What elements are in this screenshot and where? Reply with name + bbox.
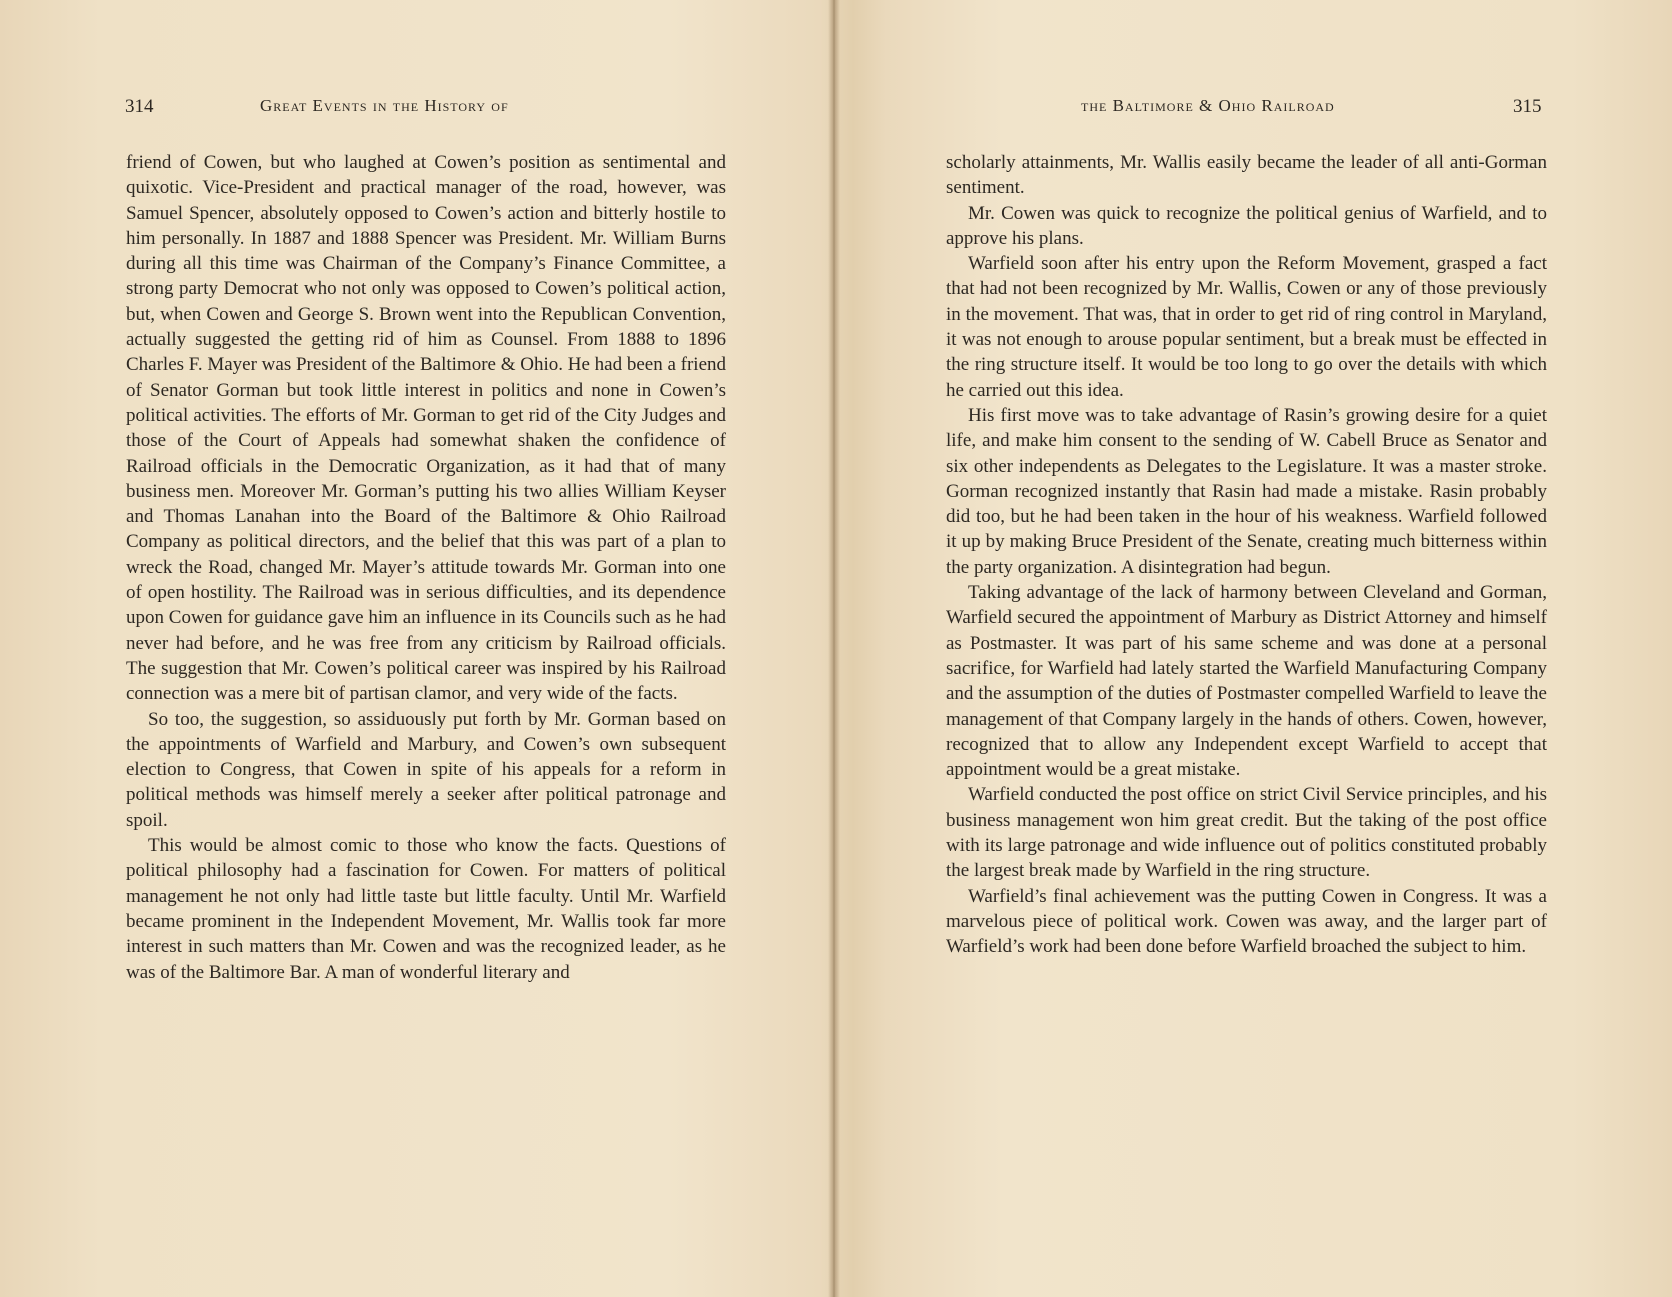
- left-paragraph: So too, the suggestion, so assiduously put forth by Mr. Gorman based on the appointments of Warfield and Marbury, and Cowen’s own subsequent election to Congress, that Cowen in spite of his appeals for a reform in political methods was himself merely a seeker after political patronage and spoil.: [126, 708, 726, 831]
- right-paragraph: Warfield’s final achievement was the putting Cowen in Congress. It was a marvelous piece of political work. Cowen was away, and the larger part of Warfield’s work had been done before Warfield broached the subject to him.: [946, 885, 1547, 958]
- left-paragraph: friend of Cowen, but who laughed at Cowen’s position as sentimental and quixotic. Vice-President and practical manager of the road, however, was Samuel Spencer, absolutely opposed to Cowen’s action and bitterly hostile to him personally. In 1887 and 1888 Spencer was President. Mr. William Burns during all this time was Chairman of the Company’s Finance Committee, a strong party Democrat who not only was opposed to Cowen’s political action, but, when Cowen and George S. Brown went into the Republican Convention, actually suggested the getting rid of him as Counsel. From 1888 to 1896 Charles F. Mayer was President of the Baltimore & Ohio. He had been a friend of Senator Gorman but took little interest in politics and none in Cowen’s political activities. The efforts of Mr. Gorman to get rid of the City Judges and those of the Court of Appeals had somewhat shaken the confidence of Railroad officials in the Democratic Organization, as it had that of many business men. Moreover Mr. Gorman’s putting his two allies William Keyser and Thomas Lanahan into the Board of the Baltimore & Ohio Railroad Company as political directors, and the belief that this was part of a plan to wreck the Road, changed Mr. Mayer’s attitude towards Mr. Gorman into one of open hostility. The Railroad was in serious difficulties, and its dependence upon Cowen for guidance gave him an influence in its Councils such as he had never had before, and he was free from any criticism by Railroad officials. The suggestion that Mr. Cowen’s political career was inspired by his Railroad connection was a mere bit of partisan clamor, and very wide of the facts.: [126, 152, 726, 705]
- right-body-text: [946, 150, 1547, 960]
- right-page: [840, 0, 1672, 1297]
- right-paragraph: Taking advantage of the lack of harmony between Cleveland and Gorman, Warfield secured the appointment of Marbury as District Attorney and himself as Postmaster. It was part of his same scheme and was done at a personal sacrifice, for Warfield had lately started the Warfield Manufacturing Company and the assumption of the duties of Postmaster compelled Warfield to leave the management of that Company largely in the hands of others. Cowen, however, recognized that to allow any Independent except Warfield to accept that appointment would be a great mistake.: [946, 582, 1547, 781]
- left-page: [0, 0, 830, 1297]
- right-running-head: the Baltimore & Ohio Railroad: [1081, 96, 1335, 115]
- left-body-text: [126, 150, 726, 985]
- left-running-head: Great Events in the History of: [260, 96, 509, 115]
- right-paragraph: Warfield conducted the post office on strict Civil Service principles, and his business management won him great credit. But the taking of the post office with its large patronage and wide influence out of politics constituted probably the largest break made by Warfield in the ring structure.: [946, 784, 1547, 882]
- right-paragraph: His first move was to take advantage of Rasin’s growing desire for a quiet life, and make him consent to the sending of W. Cabell Bruce as Senator and six other independents as Delegates to the Legislature. It was a master stroke. Gorman recognized instantly that Rasin had made a mistake. Rasin probably did too, but he had been taken in the hour of his weakness. Warfield followed it up by making Bruce President of the Senate, creating much bitterness within the party organization. A disintegration had begun.: [946, 404, 1547, 578]
- left-page-number: 314: [125, 96, 154, 117]
- left-paragraph: This would be almost comic to those who know the facts. Questions of political philosophy had a fascination for Cowen. For matters of political management he not only had little taste but little faculty. Until Mr. Warfield became prominent in the Independent Movement, Mr. Wallis took far more interest in such matters than Mr. Cowen and was the recognized leader, as he was of the Baltimore Bar. A man of wonderful literary and: [126, 835, 726, 983]
- right-paragraph: scholarly attainments, Mr. Wallis easily became the leader of all anti-Gorman sentiment.: [946, 152, 1547, 199]
- right-paragraph: Mr. Cowen was quick to recognize the political genius of Warfield, and to approve his plans.: [946, 202, 1547, 249]
- right-paragraph: Warfield soon after his entry upon the Reform Movement, grasped a fact that had not been recognized by Mr. Wallis, Cowen or any of those previously in the movement. That was, that in order to get rid of ring control in Maryland, it was not enough to arouse popular sentiment, but a break must be effected in the ring structure itself. It would be too long to go over the details with which he carried out this idea.: [946, 253, 1547, 401]
- right-page-number: 315: [1513, 96, 1542, 117]
